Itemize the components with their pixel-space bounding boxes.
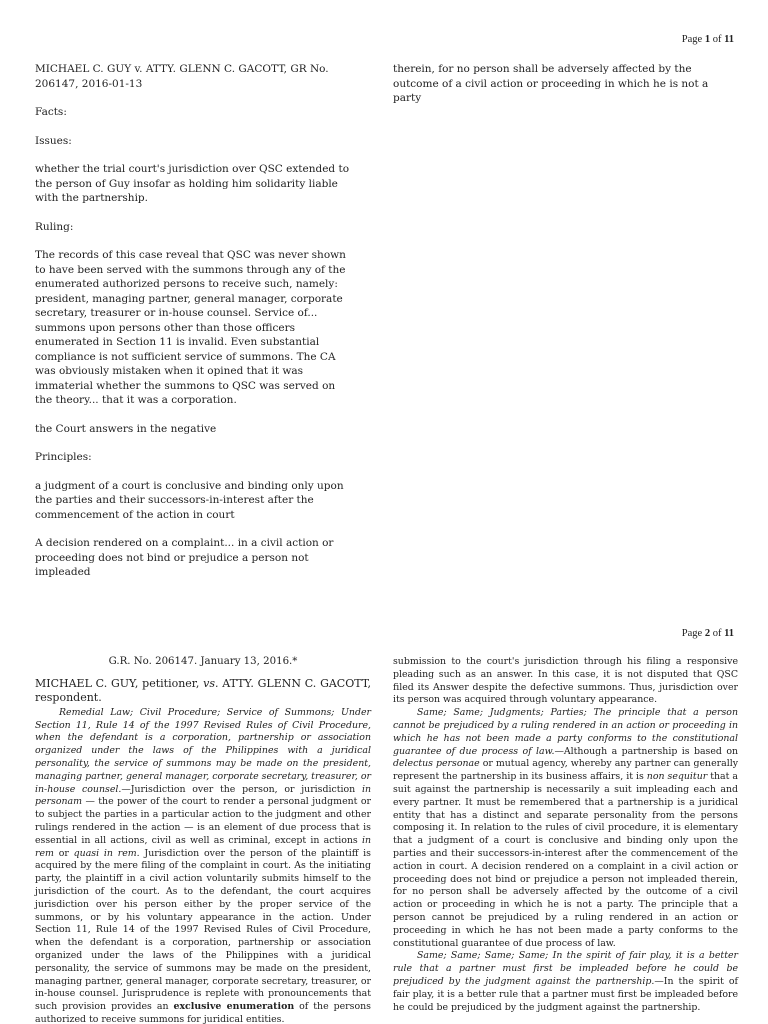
term-delectus-personae: delectus personae [393, 758, 480, 770]
decision-right-column [393, 656, 738, 1014]
syllabus-paragraph-2 [393, 707, 738, 950]
page-number-prefix: Page [681, 628, 705, 639]
principle-1: a judgment of a court is conclusive and binding only upon the parties and their successors-in-interest after the commencement of the action in court [35, 479, 344, 521]
page-number-total: 11 [724, 34, 734, 45]
caption-vs: vs. [203, 676, 219, 690]
page-number-prefix: Page [681, 34, 705, 45]
principle-continuation: therein, for no person shall be adversely affected by the outcome of a civil action or proceeding in which he is not a party [393, 63, 709, 104]
syllabus-3-text: —In the spirit of fair play, it is a better rule that a partner must first be impleaded before he could be prejudiced by the judgment against the partnership. [393, 975, 738, 1013]
term-quasi-in-rem: quasi in rem [73, 847, 137, 859]
syllabus-2-text-a: —Although a partnership is based on [554, 745, 739, 757]
syllabus-1-text-b: — the power of the court to render a personal judgment or to subject the parties in a particular action to the judgment and other rulings rendered in the action — is an element of due process that is essential in all actions, civil as well as criminal, except in actions [35, 796, 371, 846]
syllabus-paragraph-1 [35, 707, 371, 1024]
ruling-label: Ruling: [35, 220, 74, 233]
facts-label: Facts: [35, 106, 67, 118]
syllabus-1-text-a: —Jurisdiction over the person, or jurisdiction [121, 783, 362, 795]
syllabus-1-heading: Remedial Law; Civil Procedure; Service of Summons; Under Section 11, Rule 14 of the 1997 Revised Rules of Civil Procedure, when the defendant is a corporation, partnership or association organized under the laws of the Philippines with a juridical personality, the service of summons may be made on the president, managing partner, general manager, corporate secretary, treasurer, or in-house counsel. [35, 706, 371, 795]
case-caption [35, 677, 371, 705]
case-title: MICHAEL C. GUY v. ATTY. GLENN C. GACOTT, GR No. 206147, 2016-01-13 [35, 63, 329, 90]
syllabus-2-heading: Same; Same; Judgments; Parties; The principle that a person cannot be prejudiced by a ruling rendered in an action or proceeding in which he has not been made a party conforms to the constitutional guarantee of due process of law. [393, 707, 738, 757]
answer-text: the Court answers in the negative [35, 422, 217, 435]
principles-label: Principles: [35, 451, 92, 463]
caption-respondent: ATTY. GLENN C. GACOTT, respondent. [35, 676, 371, 704]
term-exclusive-enumeration: exclusive enumeration [173, 1001, 295, 1013]
term-in-rem: in rem [35, 834, 371, 859]
term-non-sequitur: non sequitur [646, 771, 708, 783]
page-number-of: of [710, 34, 725, 45]
voluntary-appearance-paragraph: submission to the court's jurisdiction through his filing a responsive pleading such as an answer. In this case, it is not disputed that QSC filed its Answer despite the defective summons. Thus, jurisdiction over its person was acquired through voluntary appearance. [393, 656, 738, 706]
digest-right-column [393, 62, 738, 106]
page-number-total: 11 [724, 628, 734, 639]
issue-text: whether the trial court's jurisdiction over QSC extended to the person of Guy insofar as holding him solidarity liable with the partnership. [35, 163, 350, 204]
ruling-text: The records of this case reveal that QSC was never shown to have been served with the summons through any of the enumerated authorized persons to receive such, namely: president, managing partner, general manager, corporate secretary, treasurer or in-house counsel. Service of... summons upon persons other than those officers enumerated in Section 11 is invalid. Even substantial compliance is not sufficient service of summons. The CA was obviously mistaken when it opined that it was immaterial whether the summons to QSC was served on the theory... that it was a corporation. [35, 249, 346, 406]
syllabus-3-heading: Same; Same; Same; Same; In the spirit of fair play, it is a better rule that a partner must first be impleaded before he could be prejudiced by the judgment against the partnership. [393, 950, 738, 987]
syllabus-1-text-d: of the persons authorized to receive summons for juridical entities. [35, 1001, 371, 1024]
page-number [682, 34, 734, 45]
syllabus-paragraph-3 [393, 950, 738, 1014]
syllabus-1-text-c: . Jurisdiction over the person of the plaintiff is acquired by the mere filing of the complaint in court. As the initiating party, the plaintiff in a civil action voluntarily submits himself to the jurisdiction of the court. As to the defendant, the court acquires jurisdiction over his person either by the proper service of the summons, or by his voluntary appearance in the action. Under Section 11, Rule 14 of the 1997 Revised Rules of Civil Procedure, when the defendant is a corporation, partnership or association organized under the laws of the Philippines with a juridical personality, the service of summons may be made on the president, managing partner, general manager, corporate secretary, treasurer, or in-house counsel. Jurisprudence is replete with pronouncements that such provision provides an [35, 847, 371, 1013]
syllabus-1-or: or [53, 847, 74, 859]
caption-petitioner: MICHAEL C. GUY, petitioner, [35, 676, 204, 690]
term-in-personam: in personam [35, 783, 371, 808]
page-number [682, 628, 734, 639]
issues-label: Issues: [35, 134, 72, 147]
gr-number-line: G.R. No. 206147. January 13, 2016.* [108, 656, 298, 667]
syllabus-2-text-c: that a suit against the partnership is necessarily a suit impleading each and every partner. It must be remembered that a partnership is a juridical entity that has a distinct and separate personality from the persons composing it. In relation to the rules of civil procedure, it is elementary that a judgment of a court is conclusive and binding only upon the parties and their successors-in-interest after the commencement of the action in court. A decision rendered on a complaint in a civil action or proceeding does not bind or prejudice a person not impleaded therein, for no person shall be adversely affected by the outcome of a civil action or proceeding in which he is not a party. The principle that a person cannot be prejudiced by a ruling rendered in an action or proceeding in which he has not been made a party conforms to the constitutional guarantee of due process of law. [393, 771, 738, 949]
document-page-2 [0, 600, 768, 1024]
syllabus-2-text-b: or mutual agency, whereby any partner can generally represent the partnership in its business affairs, it is [393, 758, 739, 783]
page-number-of: of [710, 628, 725, 639]
principle-2: A decision rendered on a complaint... in a civil action or proceeding does not bind or prejudice a person not impleaded [35, 537, 334, 578]
page-number-current: 2 [704, 628, 711, 639]
digest-left-column [35, 62, 355, 594]
page-number-current: 1 [704, 34, 711, 45]
decision-left-column [35, 656, 371, 1024]
